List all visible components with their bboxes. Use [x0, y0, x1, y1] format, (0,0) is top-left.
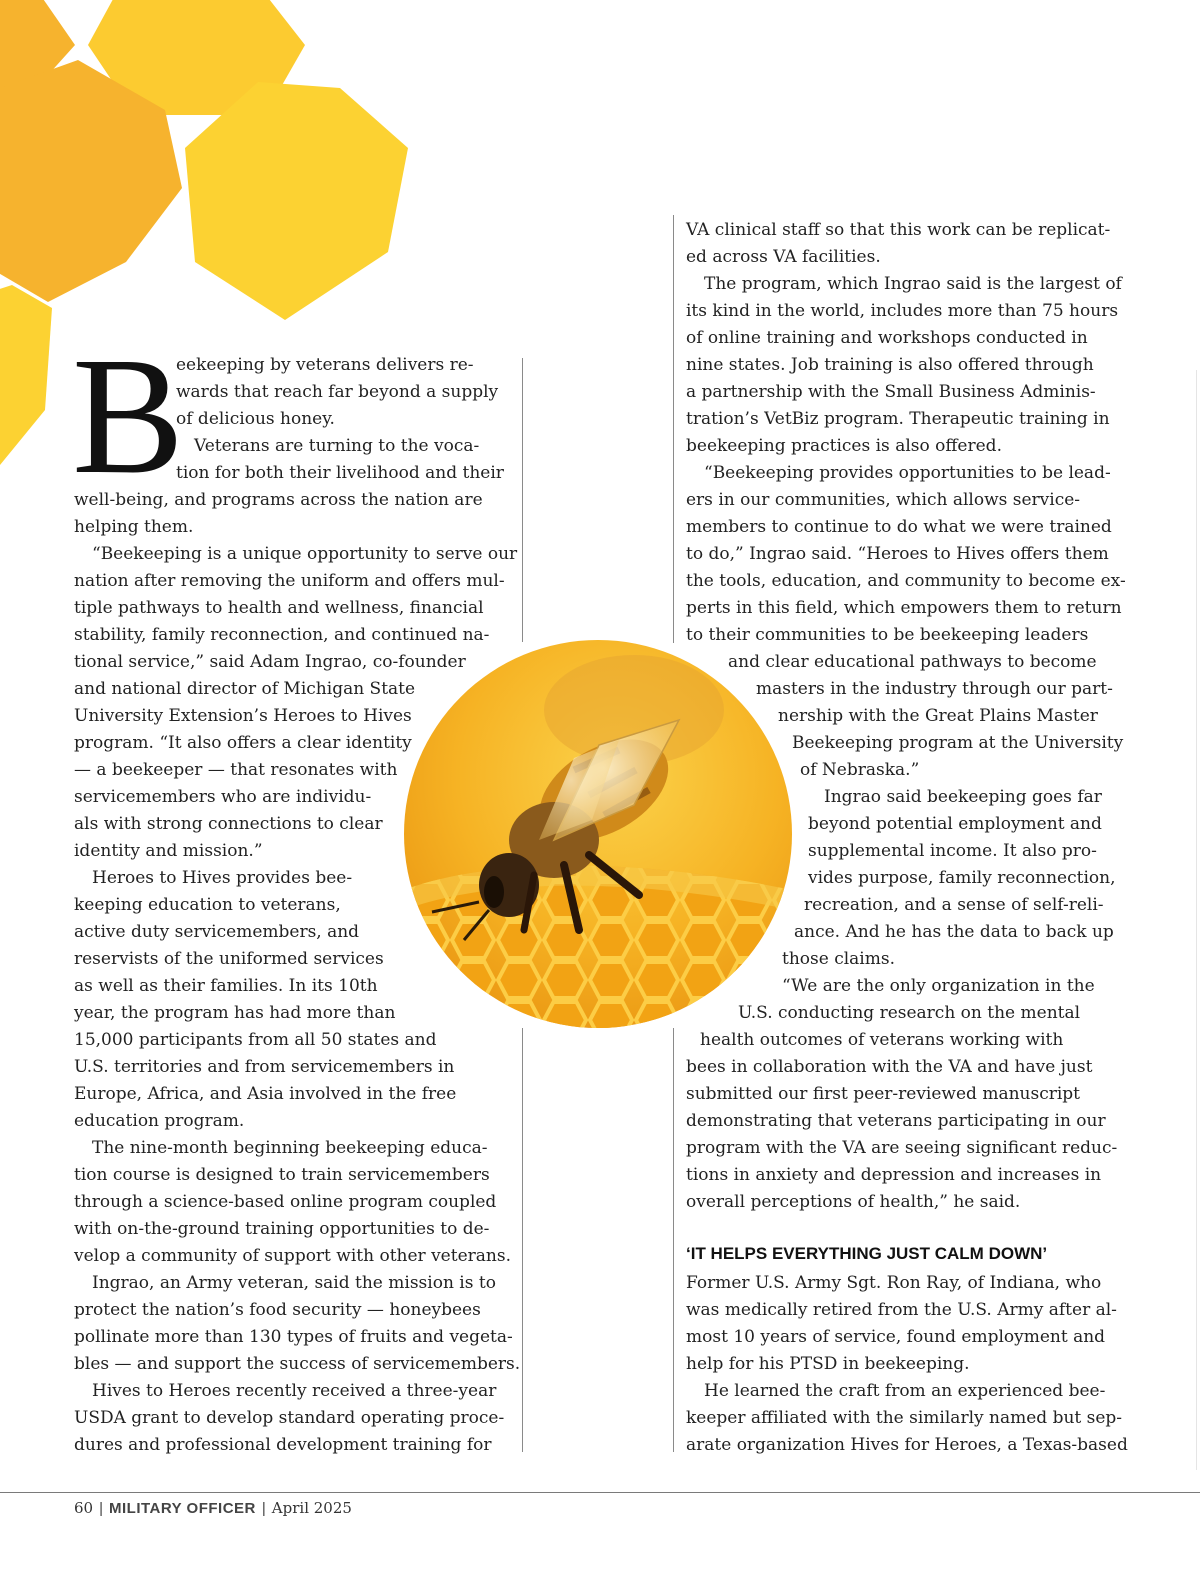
body-text-line: health outcomes of veterans working with [700, 1030, 1064, 1050]
body-text-line: vides purpose, family reconnection, [808, 868, 1116, 888]
body-text-line: to their communities to be beekeeping leaders [686, 625, 1089, 645]
body-text-line: keeper affiliated with the similarly named but sep- [686, 1408, 1123, 1428]
body-text-line: was medically retired from the U.S. Army after al- [686, 1300, 1117, 1320]
body-text-line: “Beekeeping provides opportunities to be lead- [704, 463, 1111, 483]
body-text-line: Former U.S. Army Sgt. Ron Ray, of Indiana, who [686, 1273, 1102, 1293]
body-text-line: ers in our communities, which allows service- [686, 490, 1081, 510]
bee-photo [404, 640, 792, 1028]
body-text-line: Europe, Africa, and Asia involved in the free [74, 1084, 457, 1104]
body-text-line: demonstrating that veterans participating in our [686, 1111, 1106, 1131]
body-text-line: keeping education to veterans, [74, 895, 341, 915]
body-text-line: to do,” Ingrao said. “Heroes to Hives offers them [686, 544, 1109, 564]
body-text-line: overall perceptions of health,” he said. [686, 1192, 1021, 1212]
body-text-line: masters in the industry through our part- [756, 679, 1113, 699]
body-text-line: Beekeeping program at the University [792, 733, 1124, 753]
page-number: 60 [74, 1499, 94, 1517]
body-text-line: recreation, and a sense of self-reli- [804, 895, 1104, 915]
body-text-line: well-being, and programs across the nation are [74, 490, 483, 510]
footer-separator: | [99, 1500, 103, 1517]
body-text-line: “Beekeeping is a unique opportunity to serve our [92, 544, 518, 564]
body-text-line: and clear educational pathways to become [728, 652, 1097, 672]
body-text-line: bees in collaboration with the VA and have just [686, 1057, 1093, 1077]
body-text-line: tion for both their livelihood and their [176, 463, 504, 483]
body-text-line: identity and mission.” [74, 841, 263, 861]
body-text-line: Ingrao said beekeeping goes far [824, 787, 1102, 807]
body-text-line: “We are the only organization in the [782, 976, 1095, 996]
body-text-line: — a beekeeper — that resonates with [74, 760, 398, 780]
body-text-line: and national director of Michigan State [74, 679, 416, 699]
body-text-line: beekeeping practices is also offered. [686, 436, 1002, 456]
body-text-line: The nine-month beginning beekeeping educa- [92, 1138, 488, 1158]
body-text-line: the tools, education, and community to become ex- [686, 571, 1126, 591]
body-text-line: tional service,” said Adam Ingrao, co-founder [74, 652, 466, 672]
issue-date: April 2025 [271, 1499, 352, 1517]
page-edge-rule [1196, 370, 1197, 1470]
hexagon [185, 82, 408, 320]
body-text-line: He learned the craft from an experienced bee- [704, 1381, 1106, 1401]
body-text-line: protect the nation’s food security — honeybees [74, 1300, 481, 1320]
column-divider [673, 215, 674, 643]
body-text-line: USDA grant to develop standard operating proce- [74, 1408, 505, 1428]
publication-name: MILITARY OFFICER [109, 1500, 256, 1517]
body-text-line: education program. [74, 1111, 245, 1131]
body-text-line: U.S. conducting research on the mental [738, 1003, 1081, 1023]
body-text-line: beyond potential employment and [808, 814, 1102, 834]
body-text-line: through a science-based online program coupled [74, 1192, 497, 1212]
body-text-line: supplemental income. It also pro- [808, 841, 1097, 861]
body-text-line: of delicious honey. [176, 409, 335, 429]
body-text-line: 15,000 participants from all 50 states and [74, 1030, 437, 1050]
body-text-line: nine states. Job training is also offered through [686, 355, 1094, 375]
body-text-line: of online training and workshops conducted in [686, 328, 1088, 348]
body-text-line: U.S. territories and from servicemembers in [74, 1057, 455, 1077]
footer-separator: | [261, 1500, 266, 1517]
body-text-line: ed across VA facilities. [686, 247, 881, 267]
body-text-line: submitted our first peer-reviewed manuscript [686, 1084, 1080, 1104]
body-text-line: program. “It also offers a clear identity [74, 733, 412, 753]
body-text-line: most 10 years of service, found employment and [686, 1327, 1106, 1347]
body-text-line: those claims. [782, 949, 895, 969]
body-text-line: of Nebraska.” [800, 760, 920, 780]
body-text-line: tiple pathways to health and wellness, financial [74, 598, 484, 618]
body-text-line: reservists of the uniformed services [74, 949, 384, 969]
body-text-line: als with strong connections to clear [74, 814, 383, 834]
body-text-line: members to continue to do what we were trained [686, 517, 1112, 537]
drop-cap: B [72, 323, 185, 509]
body-text-line: with on-the-ground training opportunities to de- [74, 1219, 490, 1239]
body-text-line: Heroes to Hives provides bee- [92, 868, 353, 888]
body-text-line: VA clinical staff so that this work can be replicat- [686, 220, 1111, 240]
column-divider [522, 358, 523, 642]
body-text-line: Hives to Heroes recently received a three-year [92, 1381, 497, 1401]
body-text-line: ance. And he has the data to back up [794, 922, 1114, 942]
body-text-line: tration’s VetBiz program. Therapeutic training in [686, 409, 1110, 429]
body-text-line: Veterans are turning to the voca- [194, 436, 480, 456]
body-text-line: tions in anxiety and depression and increases in [686, 1165, 1102, 1185]
body-text-line: as well as their families. In its 10th [74, 976, 378, 996]
body-text-line: dures and professional development training for [74, 1435, 492, 1455]
body-text-line: nership with the Great Plains Master [778, 706, 1098, 726]
column-divider [673, 1028, 674, 1452]
column-divider [522, 1028, 523, 1452]
body-text-line: The program, which Ingrao said is the largest of [704, 274, 1122, 294]
body-text-line: stability, family reconnection, and continued na- [74, 625, 490, 645]
body-text-line: active duty servicemembers, and [74, 922, 360, 942]
hexagon [0, 285, 52, 465]
body-text-line: nation after removing the uniform and offers mul- [74, 571, 505, 591]
body-text-line: wards that reach far beyond a supply [176, 382, 499, 402]
body-text-line: perts in this field, which empowers them to return [686, 598, 1122, 618]
body-text-line: program with the VA are seeing significant reduc- [686, 1138, 1118, 1158]
page-footer [74, 1497, 352, 1520]
body-text-line: help for his PTSD in beekeeping. [686, 1354, 970, 1374]
body-text-line: helping them. [74, 517, 194, 537]
body-text-line: year, the program has had more than [74, 1003, 396, 1023]
body-text-line: Ingrao, an Army veteran, said the mission is to [92, 1273, 496, 1293]
body-text-line: arate organization Hives for Heroes, a Texas-based [686, 1435, 1128, 1455]
body-text-line: tion course is designed to train servicemembers [74, 1165, 490, 1185]
footer-rule [0, 1492, 1200, 1493]
body-text-line: eekeeping by veterans delivers re- [176, 355, 474, 375]
section-subhead: ‘IT HELPS EVERYTHING JUST CALM DOWN’ [686, 1244, 1048, 1263]
body-text-line: servicemembers who are individu- [74, 787, 372, 807]
body-text-line: a partnership with the Small Business Adminis- [686, 382, 1096, 402]
body-text-line: bles — and support the success of servicemembers. [74, 1354, 521, 1374]
body-text-line: its kind in the world, includes more than 75 hours [686, 301, 1119, 321]
body-text-line: velop a community of support with other veterans. [74, 1246, 511, 1266]
body-text-line: pollinate more than 130 types of fruits and vegeta- [74, 1327, 513, 1347]
body-text-line: University Extension’s Heroes to Hives [74, 706, 412, 726]
